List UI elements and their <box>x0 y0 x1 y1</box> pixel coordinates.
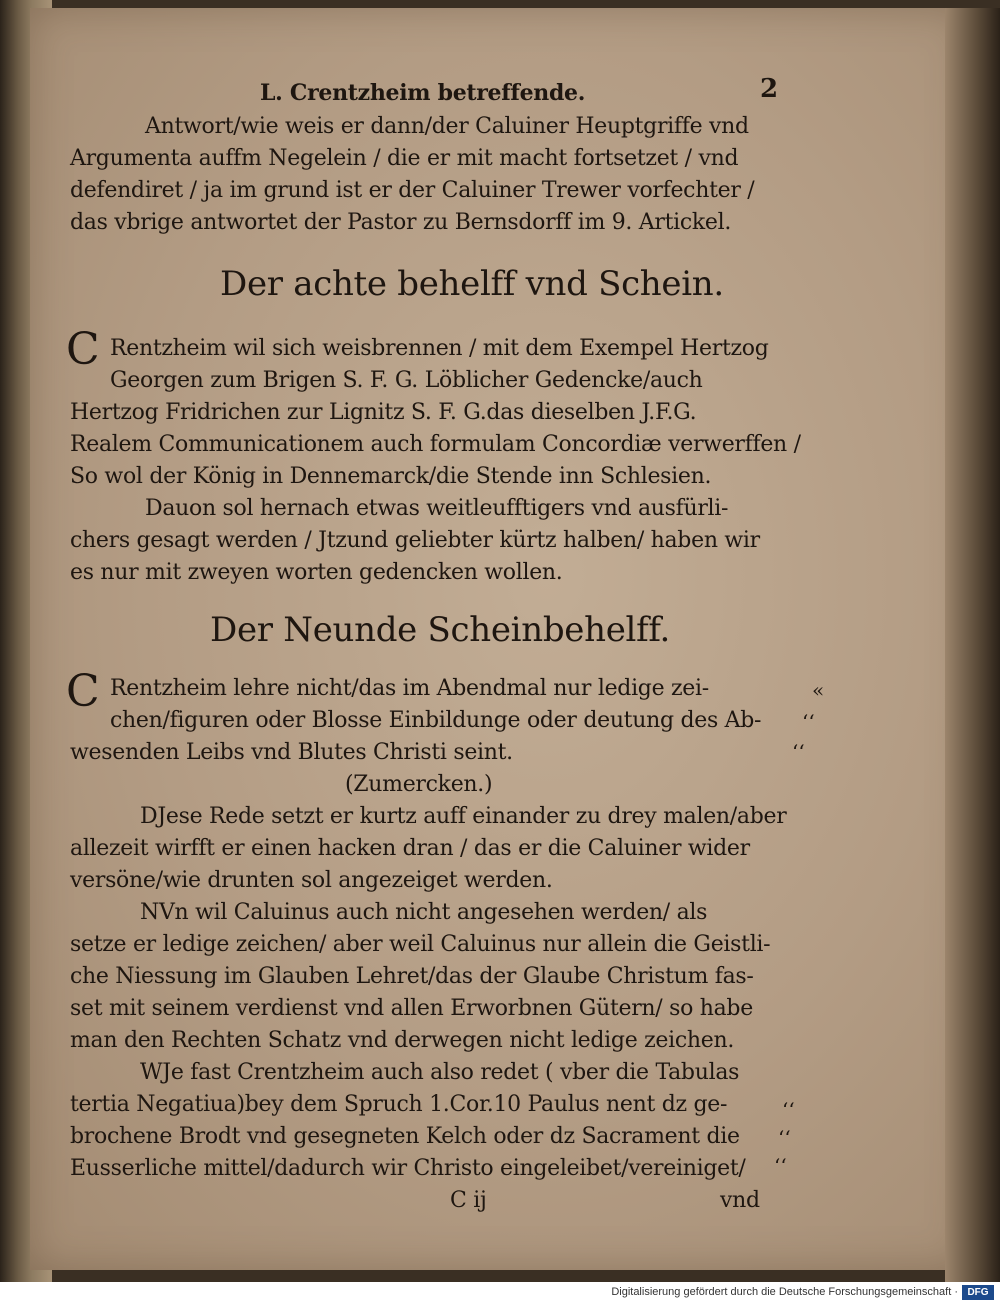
text-line: Hertzog Fridrichen zur Lignitz S. F. G.das dieselben J.F.G. <box>70 400 697 425</box>
text-line: Eusserliche mittel/dadurch wir Christo eingeleibet/vereiniget/ <box>70 1156 746 1181</box>
section-heading: Der Neunde Scheinbehelff. <box>210 610 670 650</box>
text-line: allezeit wirfft er einen hacken dran / das er die Caluiner wider <box>70 836 750 861</box>
text-line: tertia Negatiua)bey dem Spruch 1.Cor.10 Paulus nent dz ge- <box>70 1092 728 1117</box>
text-line: setze er ledige zeichen/ aber weil Caluinus nur allein die Geistli- <box>70 932 771 957</box>
text-line: Georgen zum Brigen S. F. G. Löblicher Gedencke/auch <box>110 368 703 393</box>
catchword: vnd <box>720 1188 760 1213</box>
margin-mark: ‘‘ <box>792 740 805 764</box>
signature-mark: 2 <box>760 74 778 104</box>
margin-mark: ‘‘ <box>782 1098 795 1122</box>
signature: C ij <box>450 1188 487 1213</box>
text-line: Realem Communicationem auch formulam Concordiæ verwerffen / <box>70 432 801 457</box>
text-line: Rentzheim lehre nicht/das im Abendmal nur ledige zei- <box>110 676 709 701</box>
margin-mark: ‘‘ <box>802 710 815 734</box>
text-line: chers gesagt werden / Jtzund geliebter kürtz halben/ haben wir <box>70 528 760 553</box>
text-line: set mit seinem verdienst vnd allen Erworbnen Gütern/ so habe <box>70 996 753 1021</box>
margin-mark: ‘‘ <box>774 1154 787 1178</box>
text-line: Argumenta auffm Negelein / die er mit macht fortsetzet / vnd <box>70 146 739 171</box>
footer-bar <box>0 1282 1000 1304</box>
text-line: DJese Rede setzt er kurtz auff einander zu drey malen/aber <box>140 804 787 829</box>
running-title: L. Crentzheim betreffende. <box>260 80 586 106</box>
margin-mark: « <box>812 678 825 702</box>
funding-credit: Digitalisierung gefördert durch die Deutsche Forschungsgemeinschaft · <box>611 1286 958 1298</box>
text-line: Rentzheim wil sich weisbrennen / mit dem Exempel Hertzog <box>110 336 769 361</box>
text-line: defendiret / ja im grund ist er der Caluiner Trewer vorfechter / <box>70 178 755 203</box>
section-heading: Der achte behelff vnd Schein. <box>220 264 724 304</box>
text-line: NVn wil Caluinus auch nicht angesehen werden/ als <box>140 900 708 925</box>
text-line: So wol der König in Dennemarck/die Stende inn Schlesien. <box>70 464 712 489</box>
text-line: Antwort/wie weis er dann/der Caluiner Heuptgriffe vnd <box>145 114 749 139</box>
text-line: versöne/wie drunten sol angezeiget werden. <box>70 868 553 893</box>
text-line: man den Rechten Schatz vnd derwegen nicht ledige zeichen. <box>70 1028 735 1053</box>
subheading: (Zumercken.) <box>345 772 493 797</box>
initial-letter: C <box>66 324 100 375</box>
text-line: das vbrige antwortet der Pastor zu Bernsdorff im 9. Artickel. <box>70 210 732 235</box>
initial-letter: C <box>66 666 100 717</box>
dfg-logo: DFG <box>962 1285 994 1300</box>
text-line: che Niessung im Glauben Lehret/das der Glaube Christum fas- <box>70 964 754 989</box>
text-line: brochene Brodt vnd gesegneten Kelch oder dz Sacrament die <box>70 1124 740 1149</box>
text-line: es nur mit zweyen worten gedencken wollen. <box>70 560 563 585</box>
text-line: chen/figuren oder Blosse Einbildunge oder deutung des Ab- <box>110 708 762 733</box>
book-right-edge <box>945 8 1000 1282</box>
text-line: wesenden Leibs vnd Blutes Christi seint. <box>70 740 513 765</box>
text-line: Dauon sol hernach etwas weitleufftigers vnd ausfürli- <box>145 496 729 521</box>
text-line: WJe fast Crentzheim auch also redet ( vber die Tabulas <box>140 1060 740 1085</box>
margin-mark: ‘‘ <box>778 1126 791 1150</box>
